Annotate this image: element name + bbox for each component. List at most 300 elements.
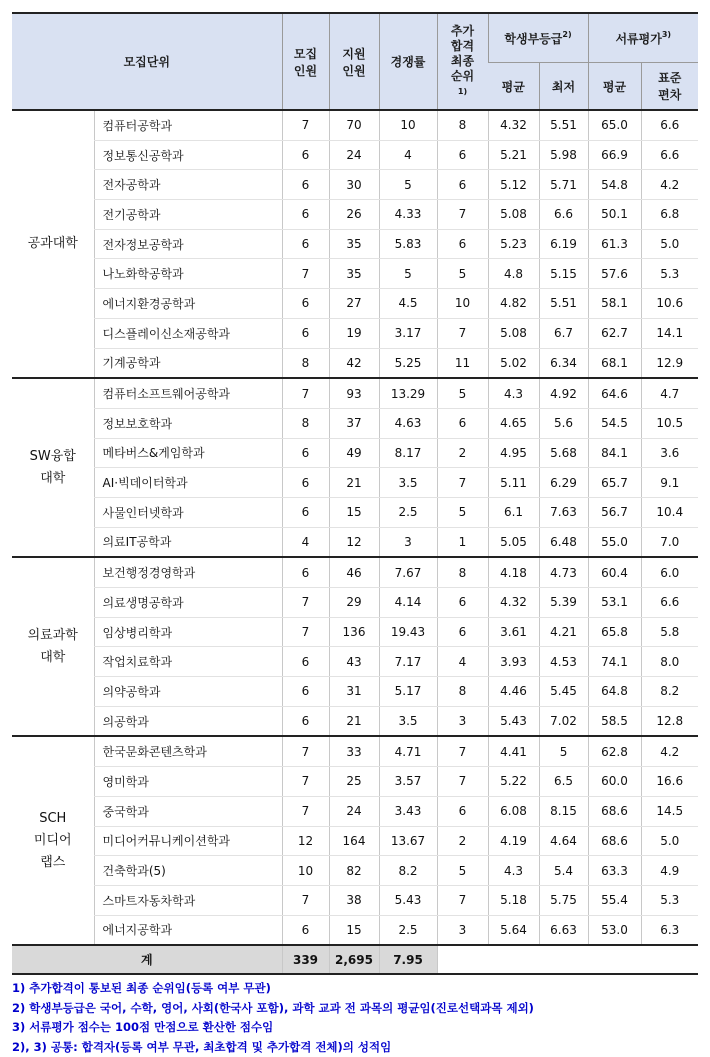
grade-min-cell: 6.63 bbox=[539, 915, 588, 945]
extra-rank-cell: 6 bbox=[437, 796, 488, 826]
grade-avg-cell: 5.43 bbox=[488, 706, 539, 736]
applicants-cell: 35 bbox=[329, 259, 379, 289]
ratio-cell: 5.43 bbox=[379, 885, 437, 915]
extra-rank-cell: 7 bbox=[437, 468, 488, 498]
college-name-cell bbox=[12, 736, 94, 945]
footnote-line: 2), 3) 공통: 합격자(등록 여부 무관, 최초합격 및 추가합격 전체)의 성적임 bbox=[12, 1039, 392, 1054]
grade-avg-cell: 5.08 bbox=[488, 200, 539, 230]
applicants-cell: 42 bbox=[329, 348, 379, 378]
applicants-cell: 25 bbox=[329, 767, 379, 797]
applicants-cell: 15 bbox=[329, 497, 379, 527]
doc-sd-cell: 4.9 bbox=[641, 856, 698, 886]
doc-sd-cell: 4.7 bbox=[641, 378, 698, 408]
quota-cell: 6 bbox=[282, 170, 329, 200]
doc-sd-cell: 10.4 bbox=[641, 497, 698, 527]
doc-eval-header bbox=[588, 13, 698, 63]
ratio-header: 경쟁률 bbox=[379, 13, 437, 110]
applicants-cell: 82 bbox=[329, 856, 379, 886]
total-quota-cell: 339 bbox=[282, 945, 329, 974]
doc-avg-cell: 61.3 bbox=[588, 229, 641, 259]
quota-cell: 12 bbox=[282, 826, 329, 856]
quota-cell: 6 bbox=[282, 706, 329, 736]
ratio-cell: 4.71 bbox=[379, 736, 437, 766]
applicants-cell: 19 bbox=[329, 318, 379, 348]
quota-cell: 6 bbox=[282, 557, 329, 587]
department-cell: AI·빅데이터학과 bbox=[94, 468, 282, 498]
ratio-cell: 4.5 bbox=[379, 289, 437, 319]
grade-min-cell: 4.53 bbox=[539, 647, 588, 677]
table-row bbox=[12, 408, 698, 438]
extra-rank-cell: 7 bbox=[437, 767, 488, 797]
extra-rank-line4: 순위 bbox=[450, 69, 475, 83]
table-row bbox=[12, 915, 698, 945]
department-cell: 의료생명공학과 bbox=[94, 588, 282, 618]
extra-rank-cell: 6 bbox=[437, 408, 488, 438]
applicants-cell: 164 bbox=[329, 826, 379, 856]
ratio-cell: 13.29 bbox=[379, 378, 437, 408]
doc-sd-cell: 7.0 bbox=[641, 527, 698, 557]
footnote-line: 3) 서류평가 점수는 100점 만점으로 환산한 점수임 bbox=[12, 1020, 274, 1035]
quota-cell: 6 bbox=[282, 200, 329, 230]
table-row bbox=[12, 617, 698, 647]
applicants-cell: 38 bbox=[329, 885, 379, 915]
doc-sd-cell: 6.0 bbox=[641, 557, 698, 587]
grade-min-cell: 5.15 bbox=[539, 259, 588, 289]
grade-min-header: 최저 bbox=[539, 63, 588, 111]
applicants-header-line1: 지원 bbox=[342, 46, 366, 61]
grade-min-cell: 5.75 bbox=[539, 885, 588, 915]
grade-avg-cell: 4.32 bbox=[488, 110, 539, 140]
doc-avg-cell: 54.5 bbox=[588, 408, 641, 438]
table-row bbox=[12, 557, 698, 587]
doc-sd-cell: 6.3 bbox=[641, 915, 698, 945]
grade-header bbox=[488, 13, 588, 63]
quota-cell: 4 bbox=[282, 527, 329, 557]
grade-footnote-mark: 2) bbox=[562, 29, 572, 39]
table-header bbox=[12, 13, 698, 110]
table-row bbox=[12, 706, 698, 736]
doc-avg-cell: 64.8 bbox=[588, 677, 641, 707]
department-cell: 전기공학과 bbox=[94, 200, 282, 230]
extra-rank-cell: 6 bbox=[437, 617, 488, 647]
grade-avg-cell: 5.05 bbox=[488, 527, 539, 557]
doc-footnote-mark: 3) bbox=[661, 29, 672, 39]
quota-cell: 7 bbox=[282, 796, 329, 826]
doc-sd-cell: 4.2 bbox=[641, 736, 698, 766]
doc-avg-cell: 65.7 bbox=[588, 468, 641, 498]
doc-avg-cell: 54.8 bbox=[588, 170, 641, 200]
table-row bbox=[12, 229, 698, 259]
grade-min-cell: 5 bbox=[539, 736, 588, 766]
table-row bbox=[12, 767, 698, 797]
extra-rank-cell: 6 bbox=[437, 140, 488, 170]
doc-avg-cell: 65.0 bbox=[588, 110, 641, 140]
applicants-header bbox=[329, 13, 379, 110]
table-row bbox=[12, 885, 698, 915]
grade-avg-cell: 4.82 bbox=[488, 289, 539, 319]
doc-avg-cell: 64.6 bbox=[588, 378, 641, 408]
extra-rank-cell: 10 bbox=[437, 289, 488, 319]
grade-min-cell: 6.7 bbox=[539, 318, 588, 348]
grade-min-cell: 6.48 bbox=[539, 527, 588, 557]
college-name-line: SCH bbox=[39, 810, 67, 826]
quota-cell: 10 bbox=[282, 856, 329, 886]
applicants-cell: 49 bbox=[329, 438, 379, 468]
table-row bbox=[12, 110, 698, 140]
college-name-line: 대학 bbox=[40, 470, 66, 486]
table-row bbox=[12, 796, 698, 826]
doc-sd-line2: 편차 bbox=[658, 88, 682, 102]
total-applicants-cell: 2,695 bbox=[329, 945, 379, 974]
doc-sd-cell: 12.9 bbox=[641, 348, 698, 378]
applicants-cell: 33 bbox=[329, 736, 379, 766]
department-cell: 정보보호학과 bbox=[94, 408, 282, 438]
grade-min-cell: 4.21 bbox=[539, 617, 588, 647]
doc-sd-cell: 10.5 bbox=[641, 408, 698, 438]
department-cell: 나노화학공학과 bbox=[94, 259, 282, 289]
quota-cell: 7 bbox=[282, 378, 329, 408]
doc-avg-cell: 57.6 bbox=[588, 259, 641, 289]
doc-avg-cell: 63.3 bbox=[588, 856, 641, 886]
total-blank-cell bbox=[437, 945, 698, 974]
applicants-cell: 136 bbox=[329, 617, 379, 647]
grade-min-cell: 6.19 bbox=[539, 229, 588, 259]
applicants-cell: 43 bbox=[329, 647, 379, 677]
grade-min-cell: 7.63 bbox=[539, 497, 588, 527]
grade-min-cell: 5.39 bbox=[539, 588, 588, 618]
doc-avg-cell: 58.5 bbox=[588, 706, 641, 736]
grade-min-cell: 4.64 bbox=[539, 826, 588, 856]
extra-rank-cell: 3 bbox=[437, 915, 488, 945]
department-cell: 미디어커뮤니케이션학과 bbox=[94, 826, 282, 856]
doc-sd-cell: 6.6 bbox=[641, 140, 698, 170]
college-name-line: 대학 bbox=[40, 649, 66, 665]
applicants-cell: 24 bbox=[329, 140, 379, 170]
grade-avg-cell: 5.02 bbox=[488, 348, 539, 378]
extra-rank-cell: 11 bbox=[437, 348, 488, 378]
department-cell: 에너지환경공학과 bbox=[94, 289, 282, 319]
grade-avg-cell: 5.11 bbox=[488, 468, 539, 498]
grade-avg-cell: 5.22 bbox=[488, 767, 539, 797]
ratio-cell: 5.25 bbox=[379, 348, 437, 378]
applicants-cell: 15 bbox=[329, 915, 379, 945]
doc-sd-cell: 9.1 bbox=[641, 468, 698, 498]
applicants-header-line2: 인원 bbox=[342, 63, 366, 78]
ratio-cell: 3.57 bbox=[379, 767, 437, 797]
extra-rank-line3: 최종 bbox=[450, 54, 475, 68]
extra-rank-cell: 2 bbox=[437, 826, 488, 856]
quota-cell: 7 bbox=[282, 885, 329, 915]
applicants-cell: 27 bbox=[329, 289, 379, 319]
quota-cell: 6 bbox=[282, 438, 329, 468]
college-name-cell bbox=[12, 110, 94, 378]
quota-cell: 7 bbox=[282, 588, 329, 618]
grade-header-label: 학생부등급 bbox=[504, 31, 563, 46]
doc-sd-cell: 6.6 bbox=[641, 588, 698, 618]
extra-rank-cell: 7 bbox=[437, 736, 488, 766]
extra-rank-cell: 5 bbox=[437, 856, 488, 886]
ratio-cell: 7.17 bbox=[379, 647, 437, 677]
department-cell: 의약공학과 bbox=[94, 677, 282, 707]
grade-avg-cell: 4.19 bbox=[488, 826, 539, 856]
quota-cell: 6 bbox=[282, 140, 329, 170]
grade-min-cell: 5.98 bbox=[539, 140, 588, 170]
doc-sd-cell: 5.3 bbox=[641, 885, 698, 915]
quota-header-line2: 인원 bbox=[293, 63, 318, 78]
department-cell: 전자공학과 bbox=[94, 170, 282, 200]
table-row bbox=[12, 259, 698, 289]
grade-avg-cell: 4.3 bbox=[488, 856, 539, 886]
grade-avg-cell: 3.61 bbox=[488, 617, 539, 647]
doc-avg-cell: 62.8 bbox=[588, 736, 641, 766]
extra-rank-cell: 7 bbox=[437, 200, 488, 230]
ratio-cell: 5.83 bbox=[379, 229, 437, 259]
college-name-line: 미디어 bbox=[33, 832, 72, 848]
doc-avg-cell: 55.4 bbox=[588, 885, 641, 915]
grade-min-cell: 6.6 bbox=[539, 200, 588, 230]
doc-sd-cell: 14.1 bbox=[641, 318, 698, 348]
extra-rank-cell: 6 bbox=[437, 229, 488, 259]
college-name-cell bbox=[12, 557, 94, 736]
ratio-cell: 2.5 bbox=[379, 497, 437, 527]
doc-avg-cell: 68.6 bbox=[588, 796, 641, 826]
quota-cell: 6 bbox=[282, 229, 329, 259]
department-cell: 기계공학과 bbox=[94, 348, 282, 378]
applicants-cell: 24 bbox=[329, 796, 379, 826]
doc-sd-cell: 10.6 bbox=[641, 289, 698, 319]
table-body bbox=[12, 110, 698, 974]
grade-avg-cell: 5.12 bbox=[488, 170, 539, 200]
ratio-cell: 8.17 bbox=[379, 438, 437, 468]
grade-avg-cell: 5.08 bbox=[488, 318, 539, 348]
applicants-cell: 30 bbox=[329, 170, 379, 200]
quota-cell: 6 bbox=[282, 318, 329, 348]
doc-sd-cell: 5.3 bbox=[641, 259, 698, 289]
grade-min-cell: 4.73 bbox=[539, 557, 588, 587]
applicants-cell: 46 bbox=[329, 557, 379, 587]
ratio-cell: 13.67 bbox=[379, 826, 437, 856]
quota-cell: 6 bbox=[282, 289, 329, 319]
grade-min-cell: 6.5 bbox=[539, 767, 588, 797]
department-cell: 영미학과 bbox=[94, 767, 282, 797]
table-row bbox=[12, 200, 698, 230]
ratio-cell: 7.67 bbox=[379, 557, 437, 587]
quota-cell: 6 bbox=[282, 647, 329, 677]
quota-header-line1: 모집 bbox=[293, 46, 318, 61]
grade-min-cell: 7.02 bbox=[539, 706, 588, 736]
department-cell: 에너지공학과 bbox=[94, 915, 282, 945]
ratio-cell: 3.5 bbox=[379, 468, 437, 498]
department-cell: 한국문화콘텐츠학과 bbox=[94, 736, 282, 766]
doc-avg-cell: 53.0 bbox=[588, 915, 641, 945]
table-row bbox=[12, 318, 698, 348]
doc-sd-header bbox=[641, 63, 698, 111]
doc-sd-cell: 6.8 bbox=[641, 200, 698, 230]
doc-sd-cell: 12.8 bbox=[641, 706, 698, 736]
department-cell: 스마트자동차학과 bbox=[94, 885, 282, 915]
grade-min-cell: 6.29 bbox=[539, 468, 588, 498]
quota-cell: 7 bbox=[282, 767, 329, 797]
quota-cell: 7 bbox=[282, 110, 329, 140]
footnote-line: 1) 추가합격이 통보된 최종 순위임(등록 여부 무관) bbox=[12, 981, 271, 996]
quota-cell: 7 bbox=[282, 617, 329, 647]
grade-avg-cell: 6.08 bbox=[488, 796, 539, 826]
grade-avg-cell: 5.21 bbox=[488, 140, 539, 170]
college-name-line: 랩스 bbox=[40, 854, 66, 870]
doc-avg-cell: 65.8 bbox=[588, 617, 641, 647]
table-row bbox=[12, 588, 698, 618]
extra-rank-cell: 3 bbox=[437, 706, 488, 736]
doc-sd-cell: 5.8 bbox=[641, 617, 698, 647]
ratio-cell: 3 bbox=[379, 527, 437, 557]
college-name-line: 공과대학 bbox=[27, 236, 78, 252]
grade-min-cell: 5.4 bbox=[539, 856, 588, 886]
quota-cell: 8 bbox=[282, 348, 329, 378]
doc-avg-cell: 56.7 bbox=[588, 497, 641, 527]
grade-avg-cell: 5.18 bbox=[488, 885, 539, 915]
grade-avg-header: 평균 bbox=[488, 63, 539, 111]
admission-results-table bbox=[12, 12, 698, 975]
table-row bbox=[12, 826, 698, 856]
ratio-cell: 4.33 bbox=[379, 200, 437, 230]
table-row bbox=[12, 468, 698, 498]
table-row bbox=[12, 527, 698, 557]
department-cell: 중국학과 bbox=[94, 796, 282, 826]
extra-rank-footnote-mark: 1) bbox=[457, 87, 468, 96]
department-cell: 사물인터넷학과 bbox=[94, 497, 282, 527]
extra-rank-cell: 8 bbox=[437, 557, 488, 587]
applicants-cell: 21 bbox=[329, 468, 379, 498]
applicants-cell: 35 bbox=[329, 229, 379, 259]
department-cell: 의료IT공학과 bbox=[94, 527, 282, 557]
ratio-cell: 4.14 bbox=[379, 588, 437, 618]
grade-min-cell: 5.68 bbox=[539, 438, 588, 468]
table-row bbox=[12, 378, 698, 408]
ratio-cell: 19.43 bbox=[379, 617, 437, 647]
footnotes bbox=[12, 979, 698, 1057]
doc-avg-cell: 68.1 bbox=[588, 348, 641, 378]
department-cell: 컴퓨터공학과 bbox=[94, 110, 282, 140]
table-row bbox=[12, 348, 698, 378]
quota-cell: 6 bbox=[282, 915, 329, 945]
college-name-line: 의료과학 bbox=[27, 627, 78, 643]
table-row bbox=[12, 289, 698, 319]
extra-rank-cell: 1 bbox=[437, 527, 488, 557]
doc-sd-cell: 8.0 bbox=[641, 647, 698, 677]
grade-avg-cell: 4.32 bbox=[488, 588, 539, 618]
ratio-cell: 3.17 bbox=[379, 318, 437, 348]
extra-rank-cell: 4 bbox=[437, 647, 488, 677]
admission-results-document bbox=[12, 12, 698, 1057]
doc-avg-cell: 60.4 bbox=[588, 557, 641, 587]
extra-rank-cell: 8 bbox=[437, 110, 488, 140]
college-name-cell bbox=[12, 378, 94, 557]
extra-rank-cell: 5 bbox=[437, 497, 488, 527]
doc-sd-cell: 5.0 bbox=[641, 229, 698, 259]
department-cell: 보건행정경영학과 bbox=[94, 557, 282, 587]
ratio-cell: 5.17 bbox=[379, 677, 437, 707]
doc-sd-cell: 8.2 bbox=[641, 677, 698, 707]
applicants-cell: 12 bbox=[329, 527, 379, 557]
extra-rank-cell: 7 bbox=[437, 885, 488, 915]
applicants-cell: 26 bbox=[329, 200, 379, 230]
quota-cell: 6 bbox=[282, 468, 329, 498]
grade-avg-cell: 4.41 bbox=[488, 736, 539, 766]
doc-avg-cell: 68.6 bbox=[588, 826, 641, 856]
quota-cell: 7 bbox=[282, 259, 329, 289]
grade-min-cell: 8.15 bbox=[539, 796, 588, 826]
doc-sd-cell: 5.0 bbox=[641, 826, 698, 856]
table-row bbox=[12, 736, 698, 766]
ratio-cell: 3.43 bbox=[379, 796, 437, 826]
department-cell: 건축학과(5) bbox=[94, 856, 282, 886]
table-row bbox=[12, 647, 698, 677]
extra-rank-line1: 추가 bbox=[450, 24, 475, 38]
college-name-line: SW융합 bbox=[29, 448, 76, 464]
department-cell: 전자정보공학과 bbox=[94, 229, 282, 259]
ratio-cell: 10 bbox=[379, 110, 437, 140]
doc-sd-cell: 6.6 bbox=[641, 110, 698, 140]
doc-sd-line1: 표준 bbox=[658, 71, 682, 85]
extra-rank-cell: 6 bbox=[437, 170, 488, 200]
grade-avg-cell: 4.46 bbox=[488, 677, 539, 707]
ratio-cell: 5 bbox=[379, 259, 437, 289]
extra-rank-cell: 8 bbox=[437, 677, 488, 707]
doc-avg-cell: 66.9 bbox=[588, 140, 641, 170]
unit-header: 모집단위 bbox=[12, 13, 282, 110]
department-cell: 디스플레이신소재공학과 bbox=[94, 318, 282, 348]
footnote-line: 2) 학생부등급은 국어, 수학, 영어, 사회(한국사 포함), 과학 교과 전 과목의 평균임(진로선택과목 제외) bbox=[12, 1000, 534, 1015]
department-cell: 의공학과 bbox=[94, 706, 282, 736]
ratio-cell: 4 bbox=[379, 140, 437, 170]
extra-rank-line2: 합격 bbox=[450, 39, 475, 53]
doc-sd-cell: 3.6 bbox=[641, 438, 698, 468]
doc-avg-cell: 60.0 bbox=[588, 767, 641, 797]
ratio-cell: 3.5 bbox=[379, 706, 437, 736]
ratio-cell: 5 bbox=[379, 170, 437, 200]
quota-cell: 8 bbox=[282, 408, 329, 438]
table-row bbox=[12, 438, 698, 468]
applicants-cell: 37 bbox=[329, 408, 379, 438]
quota-header bbox=[282, 13, 329, 110]
department-cell: 정보통신공학과 bbox=[94, 140, 282, 170]
grade-avg-cell: 4.18 bbox=[488, 557, 539, 587]
grade-min-cell: 5.45 bbox=[539, 677, 588, 707]
total-ratio-cell: 7.95 bbox=[379, 945, 437, 974]
department-cell: 컴퓨터소프트웨어공학과 bbox=[94, 378, 282, 408]
quota-cell: 6 bbox=[282, 497, 329, 527]
grade-avg-cell: 3.93 bbox=[488, 647, 539, 677]
ratio-cell: 8.2 bbox=[379, 856, 437, 886]
doc-avg-cell: 62.7 bbox=[588, 318, 641, 348]
grade-min-cell: 4.92 bbox=[539, 378, 588, 408]
doc-avg-cell: 53.1 bbox=[588, 588, 641, 618]
ratio-cell: 4.63 bbox=[379, 408, 437, 438]
extra-rank-cell: 6 bbox=[437, 588, 488, 618]
department-cell: 작업치료학과 bbox=[94, 647, 282, 677]
grade-avg-cell: 4.3 bbox=[488, 378, 539, 408]
doc-sd-cell: 16.6 bbox=[641, 767, 698, 797]
doc-avg-cell: 55.0 bbox=[588, 527, 641, 557]
table-row bbox=[12, 497, 698, 527]
applicants-cell: 31 bbox=[329, 677, 379, 707]
department-cell: 메타버스&게임학과 bbox=[94, 438, 282, 468]
extra-rank-cell: 7 bbox=[437, 318, 488, 348]
doc-avg-cell: 58.1 bbox=[588, 289, 641, 319]
total-label-cell: 계 bbox=[12, 945, 282, 974]
table-row bbox=[12, 140, 698, 170]
extra-rank-cell: 2 bbox=[437, 438, 488, 468]
